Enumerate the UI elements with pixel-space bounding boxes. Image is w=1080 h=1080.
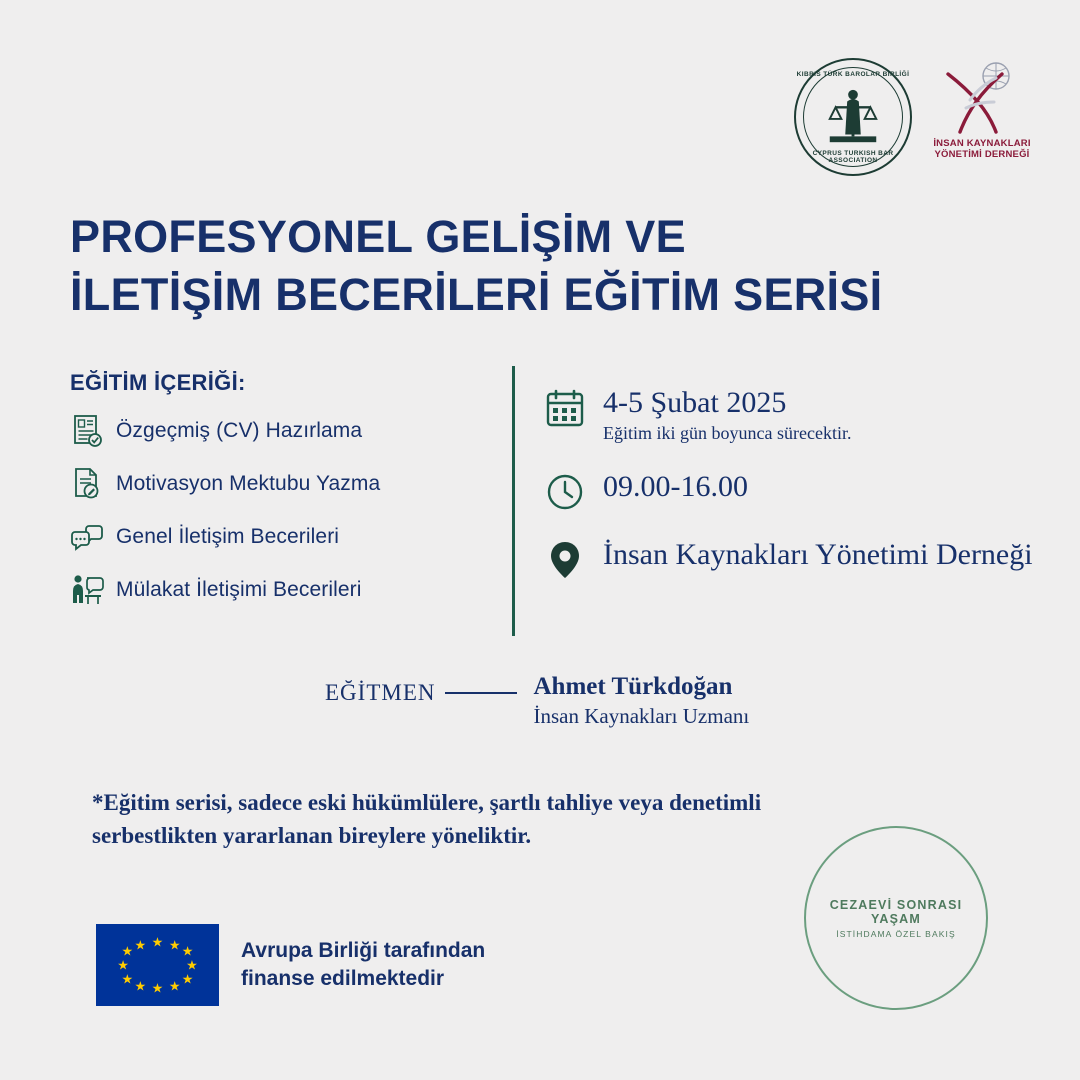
logo-row — [794, 58, 1038, 176]
location-pin-icon — [545, 538, 585, 580]
eligibility-note: *Eğitim serisi, sadece eski hükümlülere, şartlı tahliye veya denetimli serbestlikten yararlanan bireylere yöneliktir. — [92, 790, 762, 849]
event-time: 09.00-16.00 — [603, 469, 748, 503]
event-date-note: Eğitim iki gün boyunca sürecektir. — [603, 422, 852, 443]
list-item — [70, 563, 490, 616]
eu-funding-block — [96, 924, 485, 1006]
ikyd-logo-text — [933, 139, 1030, 161]
bar-association-logo — [794, 58, 912, 176]
list-item-label: Mülakat İletişimi Becerileri — [116, 577, 362, 601]
title-line-1: PROFESYONEL GELİŞİM VE — [70, 211, 686, 262]
ikyd-logo — [926, 58, 1038, 161]
interview-person-icon — [70, 572, 104, 608]
circle-logo-line2: İSTİHDAMA ÖZEL BAKIŞ — [836, 928, 956, 939]
content-list — [70, 404, 490, 616]
content-heading: EĞİTİM İÇERİĞİ: — [70, 370, 246, 395]
letter-edit-icon — [70, 466, 104, 502]
trainer-name: Ahmet Türkdoğan — [533, 673, 733, 700]
trainer-divider — [445, 692, 517, 694]
cv-document-icon — [70, 413, 104, 449]
list-item — [70, 457, 490, 510]
scales-of-justice-icon — [822, 86, 884, 148]
trainer-label: EĞİTMEN — [325, 680, 436, 705]
european-union-flag-icon: ★ ★ ★ ★ ★ ★ ★ ★ ★ ★ ★ ★ — [96, 924, 219, 1006]
project-circle-logo — [804, 826, 988, 1010]
ikyd-mark-icon — [936, 60, 1028, 136]
list-item-label: Özgeçmiş (CV) Hazırlama — [116, 418, 363, 442]
vertical-divider — [512, 366, 515, 636]
circle-logo-line1: CEZAEVİ SONRASI YAŞAM — [829, 897, 963, 926]
bar-logo-arc-bottom: CYPRUS TURKISH BAR ASSOCIATION — [812, 150, 894, 164]
title-line-2: İLETİŞİM BECERİLERİ EĞİTİM SERİSİ — [70, 268, 883, 320]
list-item — [70, 510, 490, 563]
event-location: İnsan Kaynakları Yönetimi Derneği — [603, 537, 1033, 571]
ikyd-logo-line2: YÖNETİMİ DERNEĞİ — [934, 148, 1030, 160]
eu-funding-line2: finanse edilmektedir — [241, 967, 445, 990]
list-item — [70, 404, 490, 457]
bar-logo-arc-top: KIBRIS TÜRK BAROLAR BİRLİĞİ — [796, 71, 910, 78]
info-row-place — [545, 538, 1045, 580]
clock-icon — [545, 470, 585, 512]
calendar-icon — [545, 386, 585, 428]
info-row-date — [545, 386, 1045, 444]
info-row-time — [545, 470, 1045, 512]
event-date: 4-5 Şubat 2025 — [603, 386, 787, 419]
eu-funding-line1: Avrupa Birliği tarafından — [241, 938, 486, 962]
speech-bubbles-icon — [70, 519, 104, 555]
eu-funding-text — [241, 937, 485, 994]
ikyd-logo-line1: İNSAN KAYNAKLARI — [933, 138, 1031, 149]
page-title — [70, 208, 1010, 323]
trainer-block — [325, 672, 749, 729]
info-block — [545, 386, 1045, 606]
list-item-label: Motivasyon Mektubu Yazma — [116, 471, 381, 495]
list-item-label: Genel İletişim Becerileri — [116, 524, 340, 548]
trainer-role: İnsan Kaynakları Uzmanı — [533, 704, 750, 728]
